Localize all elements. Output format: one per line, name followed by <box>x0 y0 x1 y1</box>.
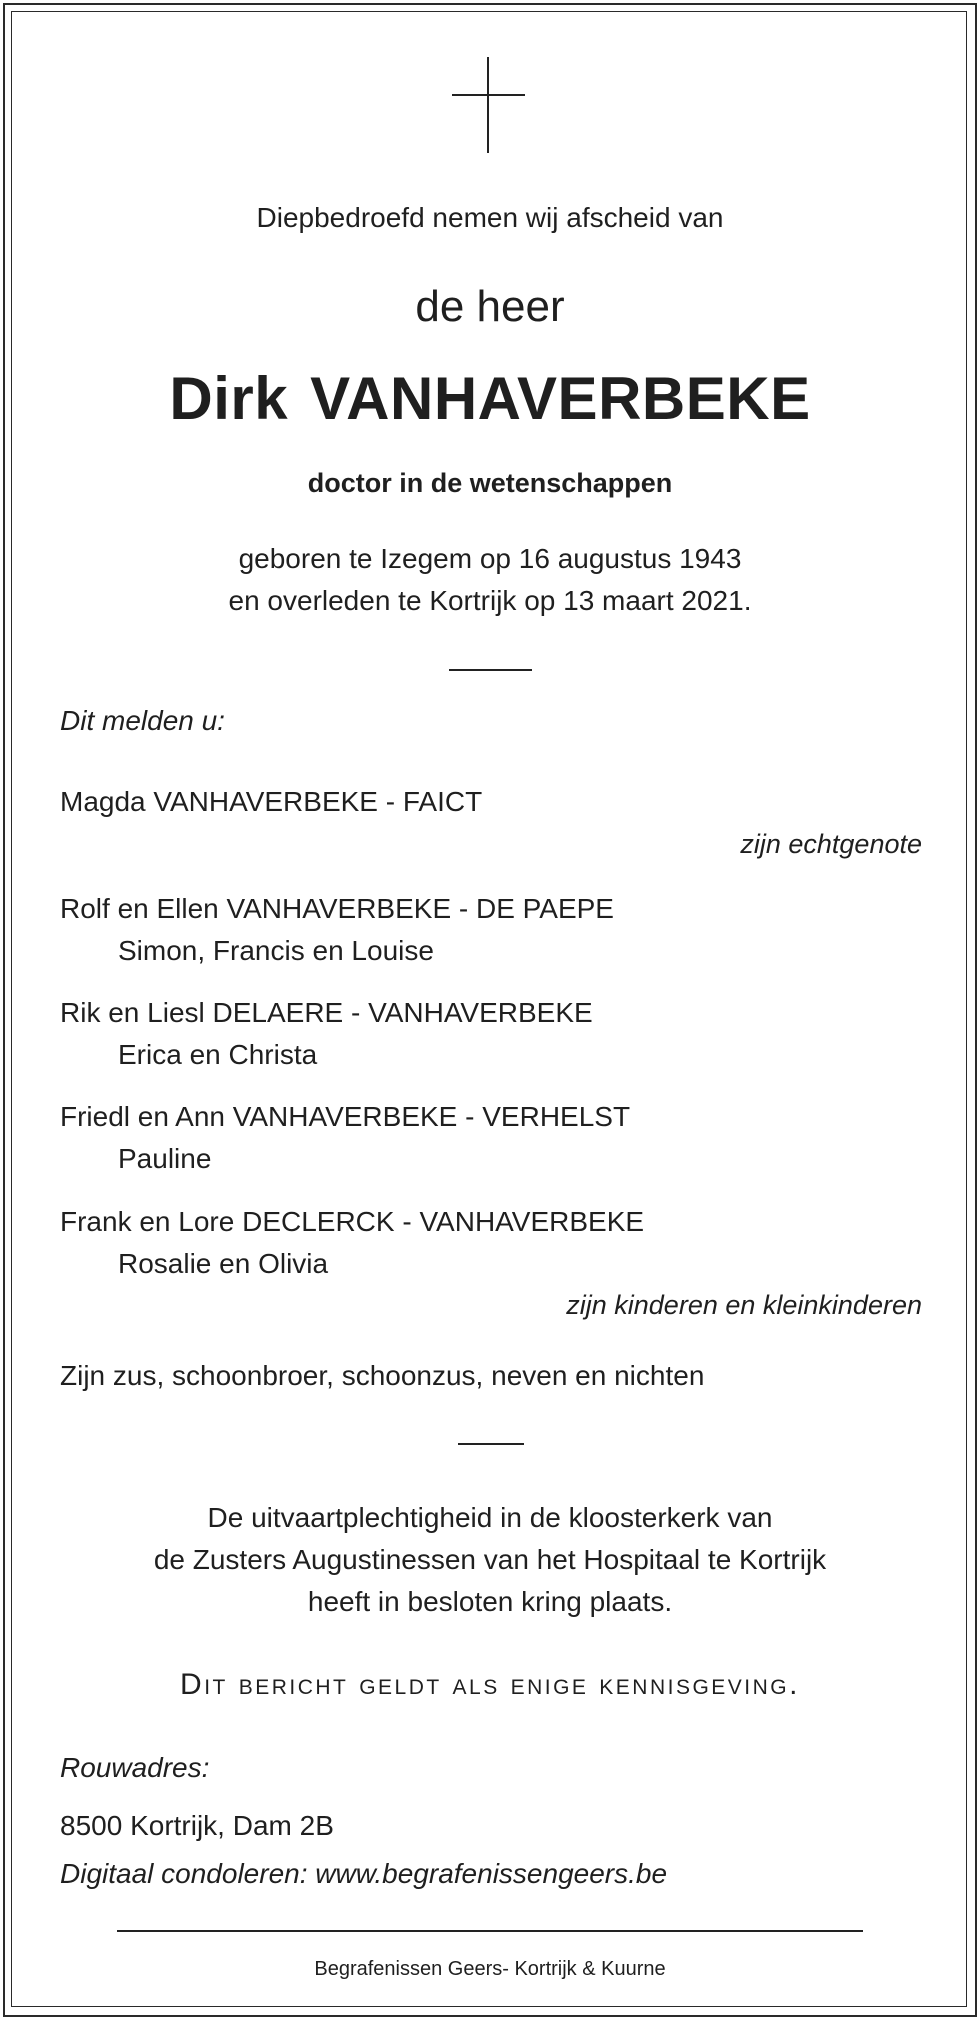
spouse-name: Magda VANHAVERBEKE - FAICT <box>60 786 483 817</box>
spouse-relation: zijn echtgenote <box>740 829 922 859</box>
last-name: VANHAVERBEKE <box>310 365 811 432</box>
deceased-name <box>0 364 980 433</box>
funeral-line: heeft in besloten kring plaats. <box>307 1586 673 1617</box>
funeral-line: De uitvaartplechtigheid in de kloosterkerk van <box>207 1502 773 1533</box>
family-children: Simon, Francis en Louise <box>118 935 434 966</box>
announcers-intro: Dit melden u: <box>60 705 225 736</box>
families-relation: zijn kinderen en kleinkinderen <box>566 1290 922 1320</box>
family-parents: Rolf en Ellen VANHAVERBEKE - DE PAEPE <box>60 893 614 924</box>
undertaker-footer: Begrafenissen Geers- Kortrijk & Kuurne <box>314 1958 666 1980</box>
intro-text: Diepbedroefd nemen wij afscheid van <box>256 202 724 233</box>
family-parents: Friedl en Ann VANHAVERBEKE - VERHELST <box>60 1101 631 1132</box>
honorific: de heer <box>415 282 565 331</box>
family-parents: Rik en Liesl DELAERE - VANHAVERBEKE <box>60 997 593 1028</box>
family-children: Rosalie en Olivia <box>118 1248 329 1279</box>
funeral-line: de Zusters Augustinessen van het Hospitaal te Kortrijk <box>153 1544 827 1575</box>
divider <box>458 1443 524 1445</box>
divider <box>449 669 532 671</box>
notice-line: Dit bericht geldt als enige kennisgeving. <box>180 1668 800 1701</box>
address-label: Rouwadres: <box>60 1752 210 1783</box>
academic-title: doctor in de wetenschappen <box>307 468 673 498</box>
first-name: Dirk <box>169 365 289 432</box>
birth-line: geboren te Izegem op 16 augustus 1943 <box>238 543 742 574</box>
family-parents: Frank en Lore DECLERCK - VANHAVERBEKE <box>60 1206 645 1237</box>
relatives-line: Zijn zus, schoonbroer, schoonzus, neven en nichten <box>60 1360 705 1391</box>
family-children: Pauline <box>118 1143 212 1174</box>
address-value: 8500 Kortrijk, Dam 2B <box>60 1810 334 1841</box>
footer-divider <box>117 1930 863 1932</box>
condolence-line: Digitaal condoleren: www.begrafenissengeers.be <box>60 1858 668 1889</box>
death-line: en overleden te Kortrijk op 13 maart 2021. <box>228 585 752 616</box>
family-children: Erica en Christa <box>118 1039 318 1070</box>
